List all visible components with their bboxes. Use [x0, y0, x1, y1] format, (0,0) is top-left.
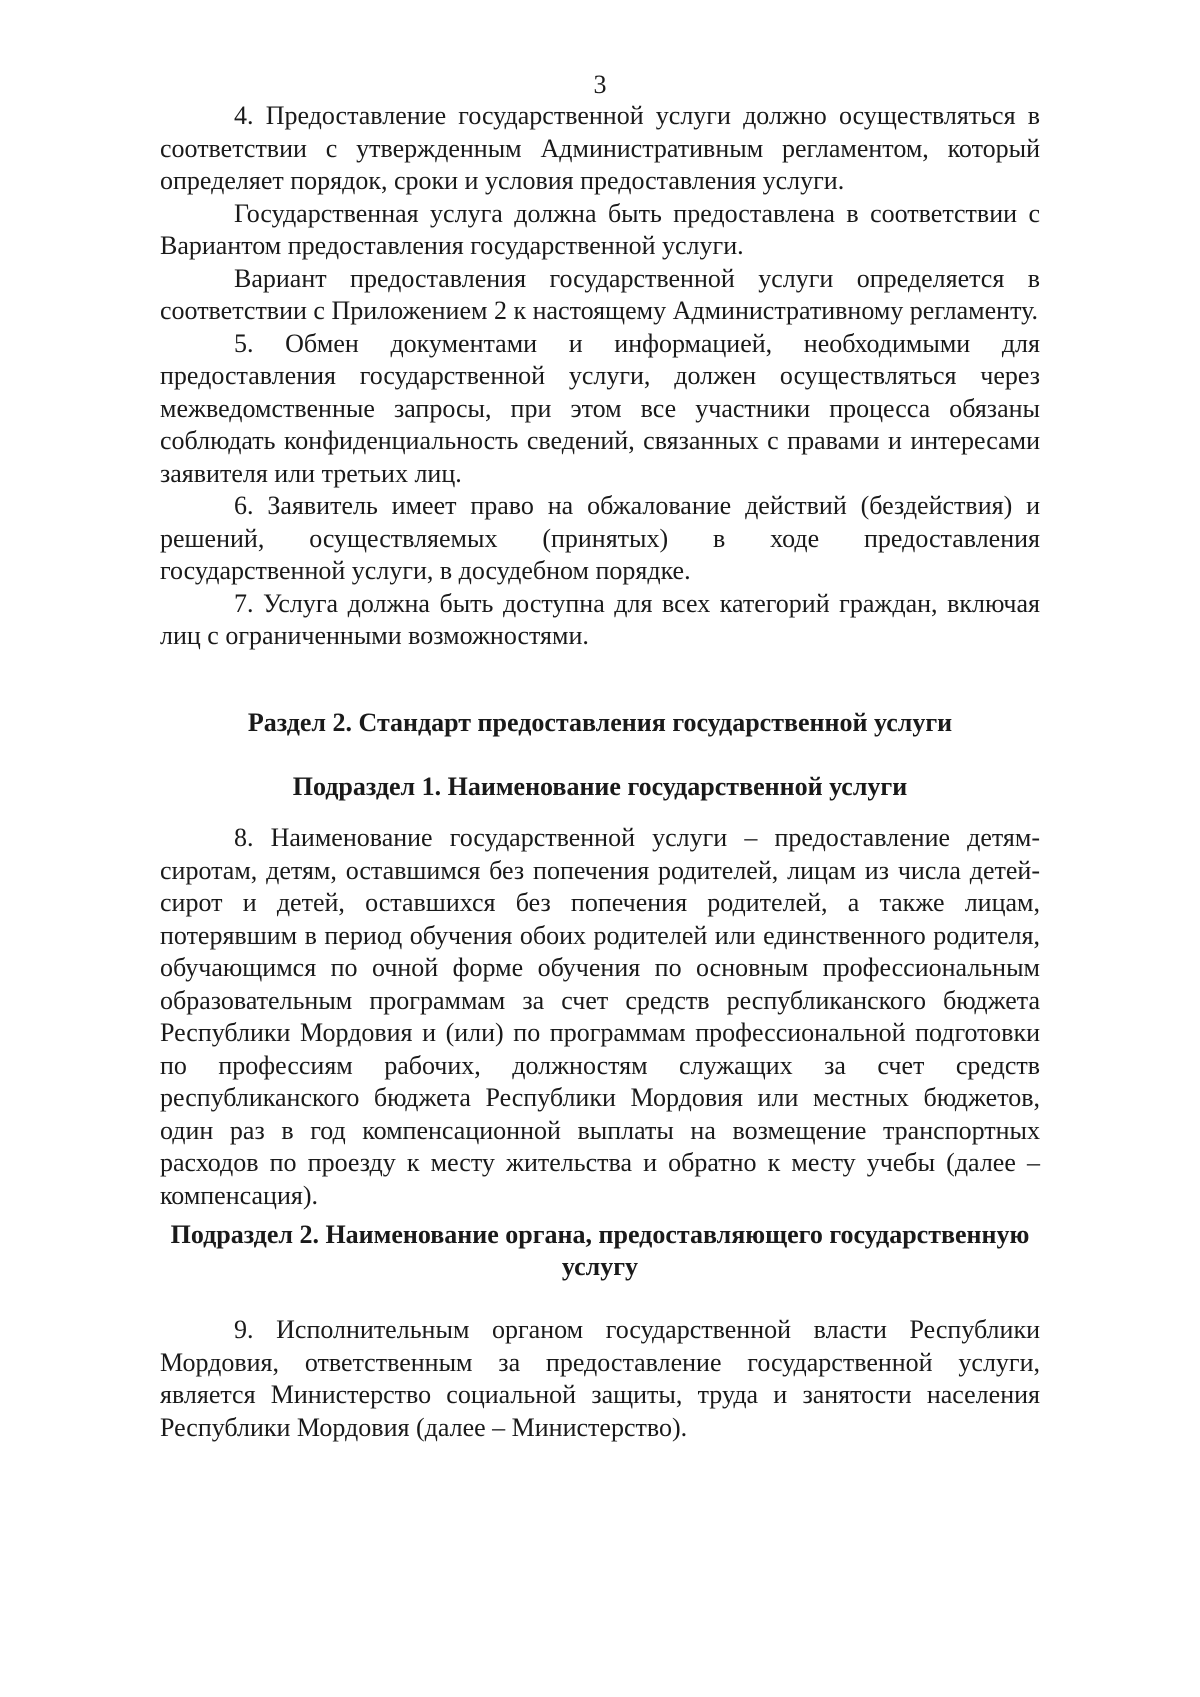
subsection-1-body: [160, 822, 1040, 1212]
section-title: Раздел 2. Стандарт предоставления государственной услуги: [247, 708, 953, 737]
paragraph-4-variant-definition: Вариант предоставления государственной услуги определяется в соответствии с Приложением 2 к настоящему Административному регламенту.: [160, 263, 1040, 325]
paragraph-4: 4. Предоставление государственной услуги должно осуществляться в соответствии с утвержденным Административным регламентом, который определяет порядок, сроки и условия предоставления услуги.: [160, 101, 1040, 195]
subsection-2-title-line-2: услугу: [561, 1252, 639, 1281]
subsection-1-title: Подраздел 1. Наименование государственной услуги: [292, 772, 908, 801]
intro-paragraphs: [160, 100, 1040, 653]
paragraph-7: 7. Услуга должна быть доступна для всех категорий граждан, включая лиц с ограниченными возможностями.: [160, 588, 1040, 650]
subsection-2-body: [160, 1314, 1040, 1444]
paragraph-9: 9. Исполнительным органом государственной власти Республики Мордовия, ответственным за предоставление государственной услуги, является Министерство социальной защиты, труда и занятости населения Республики Мордовия (далее – Министерство).: [160, 1315, 1040, 1442]
page-number: 3: [593, 70, 607, 99]
paragraph-4-service-variant: Государственная услуга должна быть предоставлена в соответствии с Вариантом предоставления государственной услуги.: [160, 198, 1040, 260]
subsection-2-title-line-1: Подраздел 2. Наименование органа, предоставляющего государственную: [170, 1220, 1030, 1249]
paragraph-8: 8. Наименование государственной услуги – предоставление детям-сиротам, детям, оставшимся без попечения родителей, лицам из числа детей-сирот и детей, оставшихся без попечения родителей, а также лицам, потерявшим в период обучения обоих родителей или единственного родителя, обучающимся по очной форме обучения по основным профессиональным образовательным программам за счет средств республиканского бюджета Республики Мордовия и (или) по программам профессиональной подготовки по профессиям рабочих, должностям служащих за счет средств республиканского бюджета Республики Мордовия или местных бюджетов, один раз в год компенсационной выплаты на возмещение транспортных расходов по проезду к месту жительства и обратно к месту учебы (далее – компенсация).: [160, 823, 1040, 1210]
paragraph-5: 5. Обмен документами и информацией, необходимыми для предоставления государственной услуги, должен осуществляться через межведомственные запросы, при этом все участники процесса обязаны соблюдать конфиденциальность сведений, связанных с правами и интересами заявителя или третьих лиц.: [160, 328, 1040, 488]
paragraph-6: 6. Заявитель имеет право на обжалование действий (бездействия) и решений, осуществляемых (принятых) в ходе предоставления государственной услуги, в досудебном порядке.: [160, 491, 1040, 585]
